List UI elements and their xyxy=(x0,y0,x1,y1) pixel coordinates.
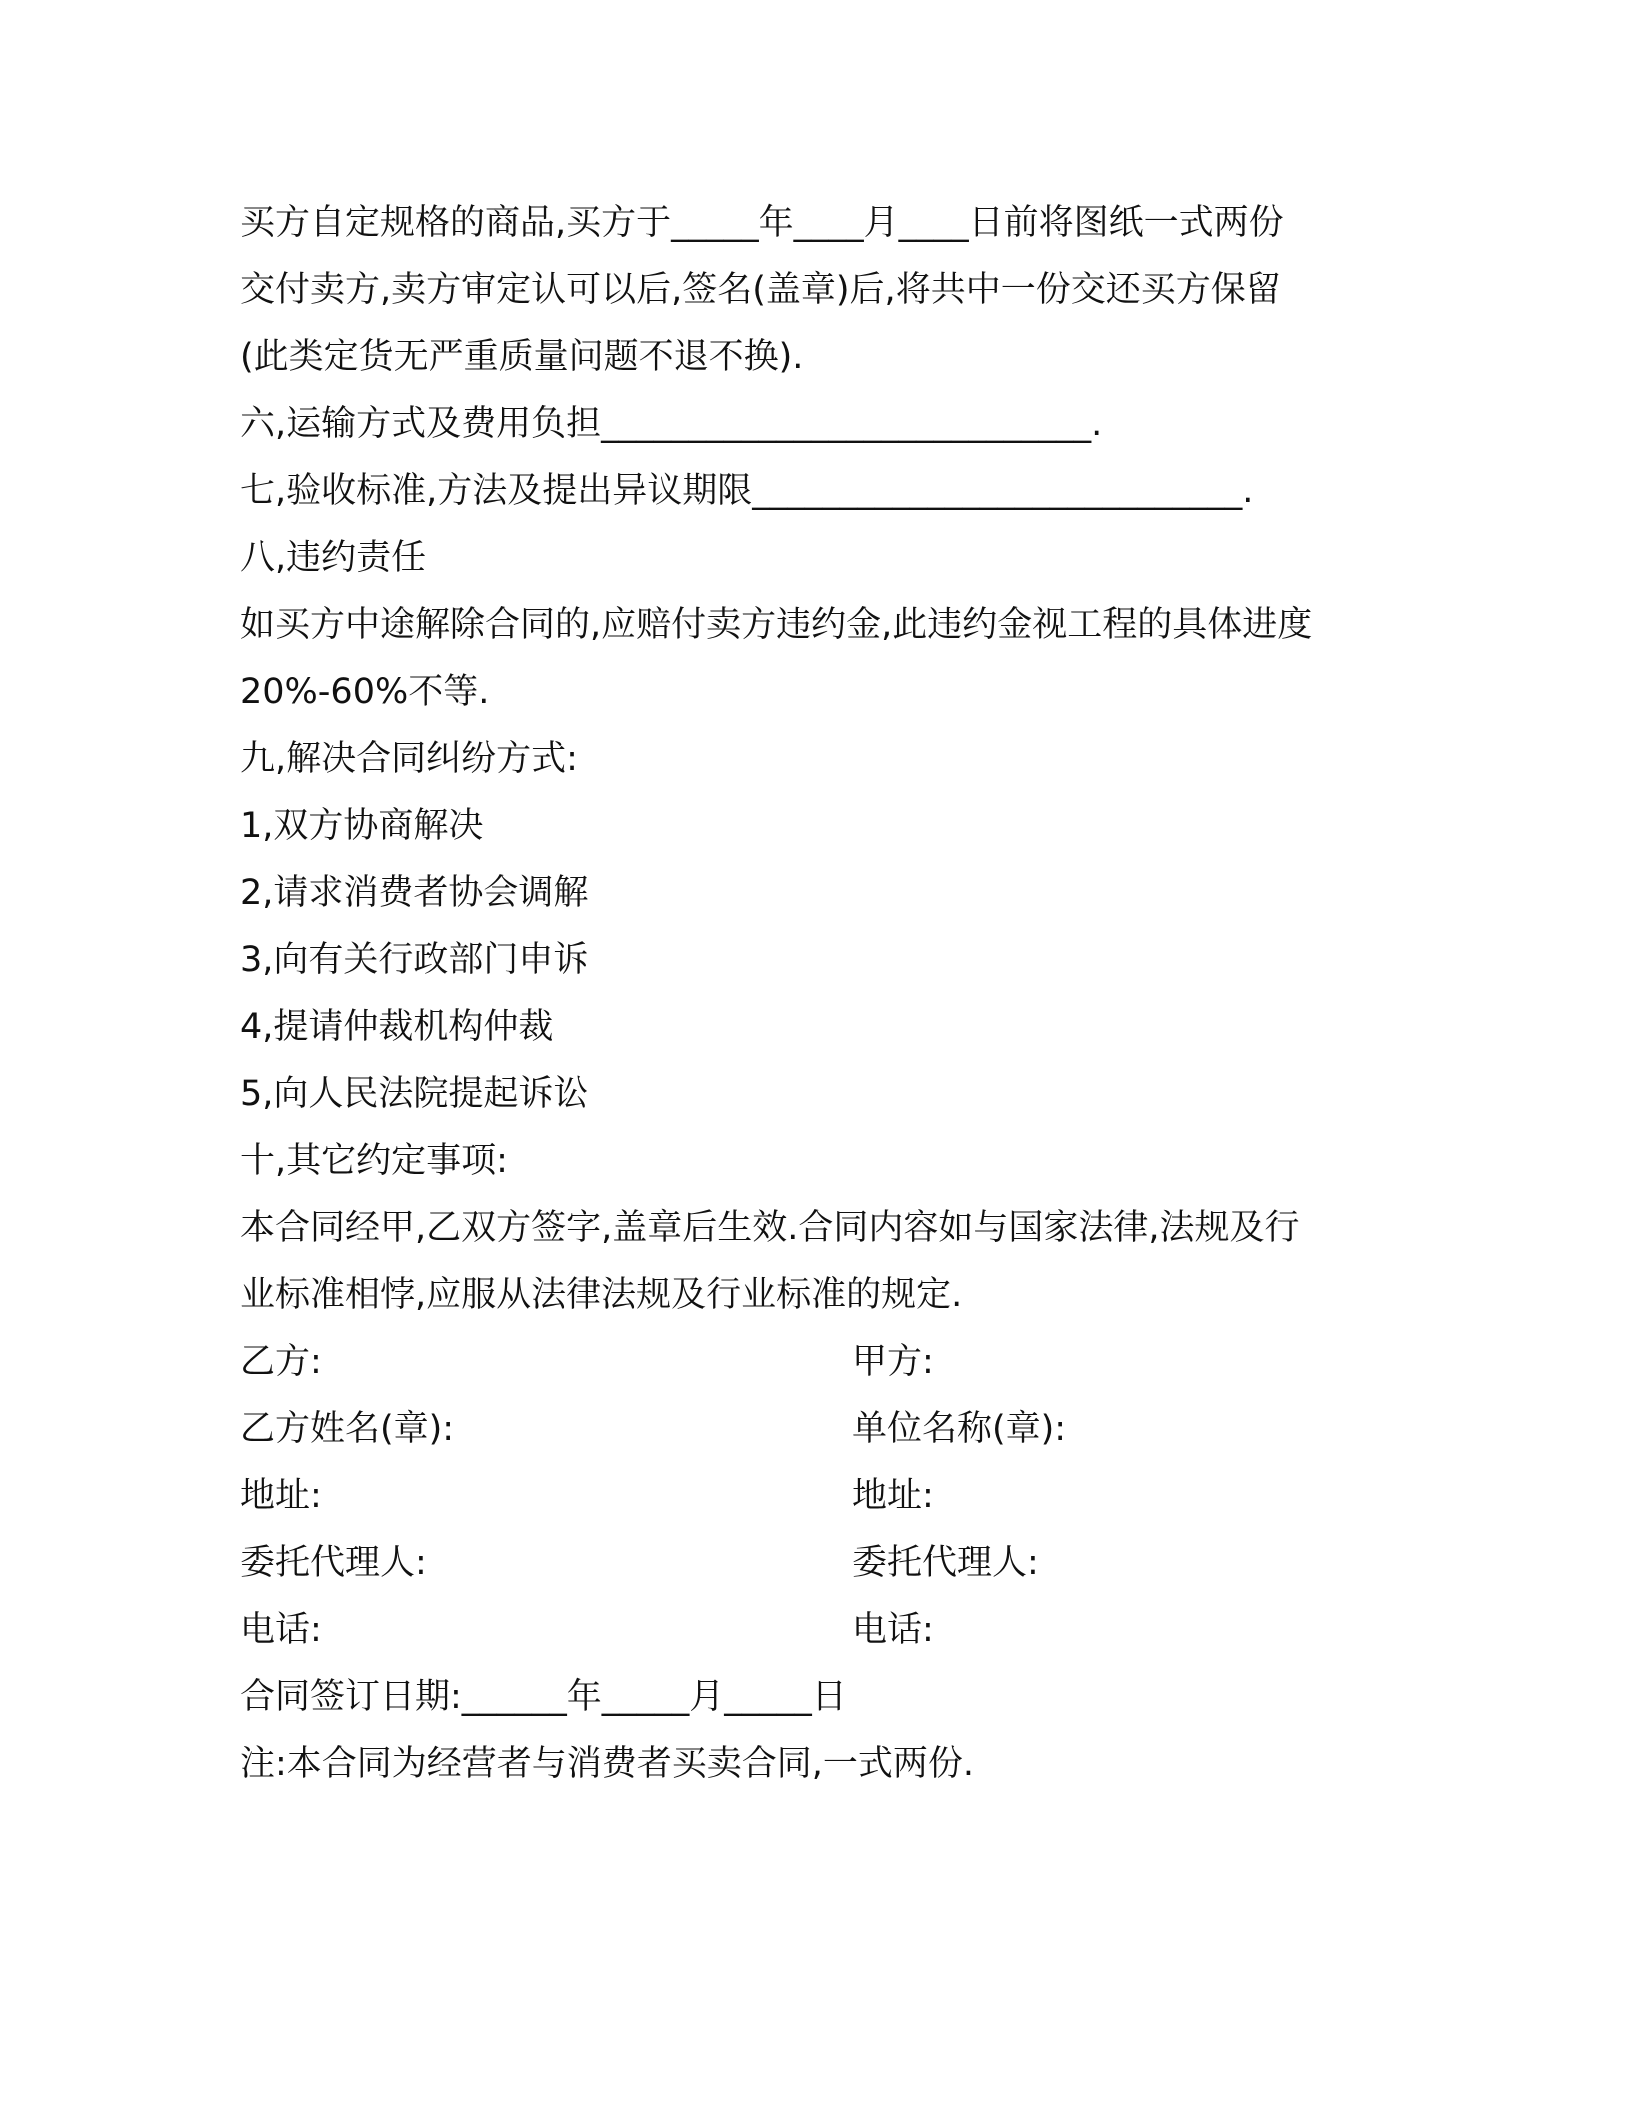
party-a-address-label: 地址: xyxy=(852,1476,934,1516)
text-line: 20%-60%不等. xyxy=(240,672,490,712)
party-b-agent-label: 委托代理人: xyxy=(240,1543,427,1583)
signature-row xyxy=(240,1329,1390,1396)
text-line: 买方自定规格的商品,买方于_____年____月____日前将图纸一式两份 xyxy=(240,203,1284,243)
party-a-unit-label: 单位名称(章): xyxy=(852,1409,1067,1449)
text-line: 本合同经甲,乙双方签字,盖章后生效.合同内容如与国家法律,法规及行 xyxy=(240,1208,1300,1248)
section-transport: 六,运输方式及费用负担____________________________. xyxy=(240,404,1103,444)
party-a-agent-label: 委托代理人: xyxy=(852,1543,1039,1583)
section-dispute-heading: 九,解决合同纠纷方式: xyxy=(240,739,578,779)
party-a-label: 甲方: xyxy=(852,1342,934,1382)
document-body xyxy=(240,190,1390,1798)
signature-row xyxy=(240,1396,1390,1463)
section-acceptance: 七,验收标准,方法及提出异议期限____________________________. xyxy=(240,471,1254,511)
list-item: 2,请求消费者协会调解 xyxy=(240,873,589,913)
text-line: 业标准相悖,应服从法律法规及行业标准的规定. xyxy=(240,1275,963,1315)
party-b-label: 乙方: xyxy=(240,1342,322,1382)
signature-row xyxy=(240,1463,1390,1530)
list-item: 3,向有关行政部门申诉 xyxy=(240,940,589,980)
party-a-phone-label: 电话: xyxy=(852,1610,934,1650)
list-item: 5,向人民法院提起诉讼 xyxy=(240,1074,589,1114)
text-line: 如买方中途解除合同的,应赔付卖方违约金,此违约金视工程的具体进度 xyxy=(240,605,1313,645)
section-breach-heading: 八,违约责任 xyxy=(240,538,427,578)
list-item: 4,提请仲裁机构仲裁 xyxy=(240,1007,554,1047)
list-item: 1,双方协商解决 xyxy=(240,806,484,846)
signature-row xyxy=(240,1597,1390,1664)
party-b-phone-label: 电话: xyxy=(240,1610,322,1650)
text-line: 交付卖方,卖方审定认可以后,签名(盖章)后,将共中一份交还买方保留 xyxy=(240,270,1281,310)
contract-note: 注:本合同为经营者与消费者买卖合同,一式两份. xyxy=(240,1744,975,1784)
signature-row xyxy=(240,1530,1390,1597)
text-line: (此类定货无严重质量问题不退不换). xyxy=(240,337,804,377)
party-b-name-label: 乙方姓名(章): xyxy=(240,1409,455,1449)
party-b-address-label: 地址: xyxy=(240,1476,322,1516)
section-other-heading: 十,其它约定事项: xyxy=(240,1141,508,1181)
sign-date: 合同签订日期:______年_____月_____日 xyxy=(240,1677,847,1717)
